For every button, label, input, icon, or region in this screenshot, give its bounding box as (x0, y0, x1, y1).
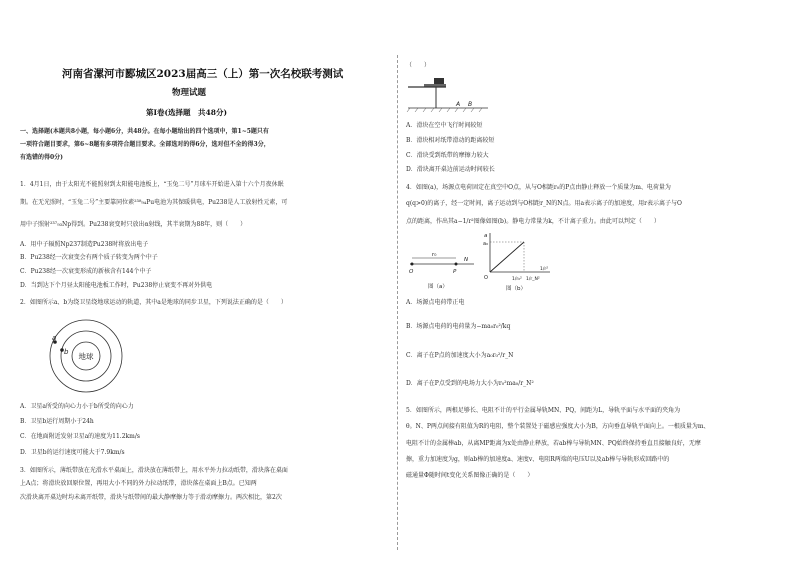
q4-figure-a (406, 236, 478, 292)
intro-line: 有选错的得0分) (20, 154, 64, 161)
q2-stem-line: 2．如图所示a、b为绕卫星绕地球运动的轨道，其中a是地球的同步卫星，下列说法正确的是（ ） (20, 299, 287, 306)
intro-line: 一项符合题目要求，第6~8题有多项符合题目要求。全部选对的得6分，选对但不全的得3分， (20, 141, 270, 148)
caption-b: 图（b） (506, 286, 526, 292)
earth-label: 地球 (78, 352, 94, 361)
q4-stem-line: q(q>0)的离子，经一定时间，离子运动到与O相距r_N的N点。用a表示离子的加速度，用r表示离子与O (406, 200, 682, 207)
x-axis-label: 1/r² (540, 267, 549, 272)
floor-hatching (407, 108, 482, 112)
q4-option-b: B．场源点电荷的电荷量为−ma₀r₀²/kq (406, 323, 511, 330)
label-a: a (52, 334, 57, 342)
slider-block (434, 78, 444, 84)
a-vs-inverse-r2-line (490, 242, 524, 272)
tick-label-1: 1/r₀² (512, 277, 522, 282)
q1-option-d: D．当到达下个月昼太阳能电池板工作时，Pu238停止衰变不再对外供电 (20, 282, 213, 289)
caption-a: 图（a） (428, 284, 448, 290)
q3-stem-line: 3．如图所示，薄纸带放在光滑水平桌面上，滑块放在薄纸带上，用水平外力拉动纸带，滑块落在桌面 (20, 467, 288, 474)
q1-option-b: B．Pu238经一次衰变会有两个质子转变为两个中子 (20, 254, 158, 261)
O-label: O (409, 269, 414, 275)
q3-option-d: D．滑块离开桌边前运动时间较长 (406, 166, 495, 173)
q5-stem-line: 擦，重力加速度为g，则ab棒的加速度a、速度v、电阻R两端的电压U以及ab棒与导轨形成回路中的 (406, 456, 670, 463)
q2-orbit-figure (48, 318, 128, 396)
label-b: b (64, 348, 69, 356)
q4-stem-line: 4．如图(a)，场源点电荷固定在真空中O点，从与O相距r₀的P点由静止释放一个质量为m、电荷量为 (406, 184, 671, 191)
q3-answer-bracket: （ ） (406, 62, 431, 69)
tick-label-2: 1/r_N² (526, 277, 540, 282)
q1-stem-line: 用中子照射²³⁷₉₃Np得到。Pu238衰变时只放出α射线，其半衰期为88年，则（ ） (20, 221, 247, 228)
q1-stem-line: 1．4月1日，由于太阳光不能照射到太阳能电池板上，“玉兔二号”月球车开始进入第十六个月夜休眠 (20, 181, 284, 188)
q2-option-a: A．卫星a所受的向心力小于b所受的向心力 (20, 403, 134, 410)
point-A-label: A (456, 101, 461, 108)
q4-stem-line: 点的距离，作出其a−1/r²图像如图(b)。静电力常量为k，不计离子重力。由此可以判定（ ） (406, 218, 660, 225)
a-axis-label: a (484, 233, 488, 239)
q3-stem-line: 次滑块离开桌边时均未离开纸带，滑块与纸带间的最大静摩擦力等于滑动摩擦力。两次相比，第2次 (20, 494, 282, 501)
q5-stem-line: 电阻不计的金属棒ab，从离MP距离为x处由静止释放，若ab棒与导轨MN、PQ始终保持垂直且接触良好，无摩 (406, 440, 701, 447)
q2-option-b: B．卫星b运行周期小于24h (20, 418, 94, 425)
q1-option-a: A．用中子辐照Np237制造Pu238时将放出电子 (20, 241, 149, 248)
q4-option-d: D．离子在P点受到的电场力大小为r₀²ma₀/r_N² (406, 380, 534, 387)
q2-option-d: D．卫星b的运行速度可能大于7.9km/s (20, 449, 125, 456)
N-label: N (464, 257, 469, 263)
q1-option-c: C．Pu238经一次衰变形成的新核含有144个中子 (20, 268, 152, 275)
column-divider (397, 55, 398, 550)
q5-stem-line: θ。N、P两点间接有阻值为R的电阻，整个装置处于磁感应强度大小为B，方向垂直导轨平面向上。一根质量为m、 (406, 423, 710, 430)
intro-line: 一、选择题(本题共8小题，每小题6分，共48分。在每小题给出的四个选项中，第1~5题只有 (20, 128, 269, 135)
q3-option-c: C．滑块受到纸带的摩擦力较大 (406, 152, 489, 159)
q1-stem-line: 期。在无光照时，“玉兔二号”主要靠同位素²³⁸₉₄Pu电池为其保暖供电，Pu238是人工放射性元素，可 (20, 199, 288, 206)
point-P (455, 263, 458, 266)
point-B-label: B (468, 101, 473, 108)
r0-label: r₀ (432, 252, 437, 258)
q5-stem-line: 5．如图所示，两根足够长、电阻不计的平行金属导轨MN、PQ，间距为L，导轨平面与水平面的夹角为 (406, 407, 681, 414)
q3-option-a: A．滑块在空中飞行时间较短 (406, 122, 483, 129)
q4-figure-b (482, 230, 554, 294)
section-heading: 第Ⅰ卷(选择题 共48分) (146, 108, 228, 117)
q4-option-a: A．场源点电荷带正电 (406, 299, 465, 306)
q4-option-c: C．离子在P点的加速度大小为a₀r₀²/r_N (406, 352, 514, 359)
q2-option-c: C．在地面附近发射卫星a的速度为11.2km/s (20, 433, 140, 440)
q3-table-figure (406, 76, 496, 114)
exam-title: 河南省漯河市郾城区2023届高三（上）第一次名校联考测试 (62, 68, 344, 80)
q3-stem-line: 上A点；将滑块放回原位置，再用大小不同的外力拉动纸带，滑块落在桌面上B点。已知两 (20, 480, 257, 487)
q5-stem-line: 磁通量Φ随时间t变化关系图像正确的是（ ） (406, 472, 534, 479)
a0-label: a₀ (483, 241, 489, 247)
q3-option-b: B．滑块相对纸带滑动的距离较短 (406, 137, 495, 144)
P-label: P (453, 269, 457, 275)
subject-title: 物理试题 (172, 88, 207, 98)
origin-label: O (484, 275, 488, 281)
point-O (411, 263, 414, 266)
